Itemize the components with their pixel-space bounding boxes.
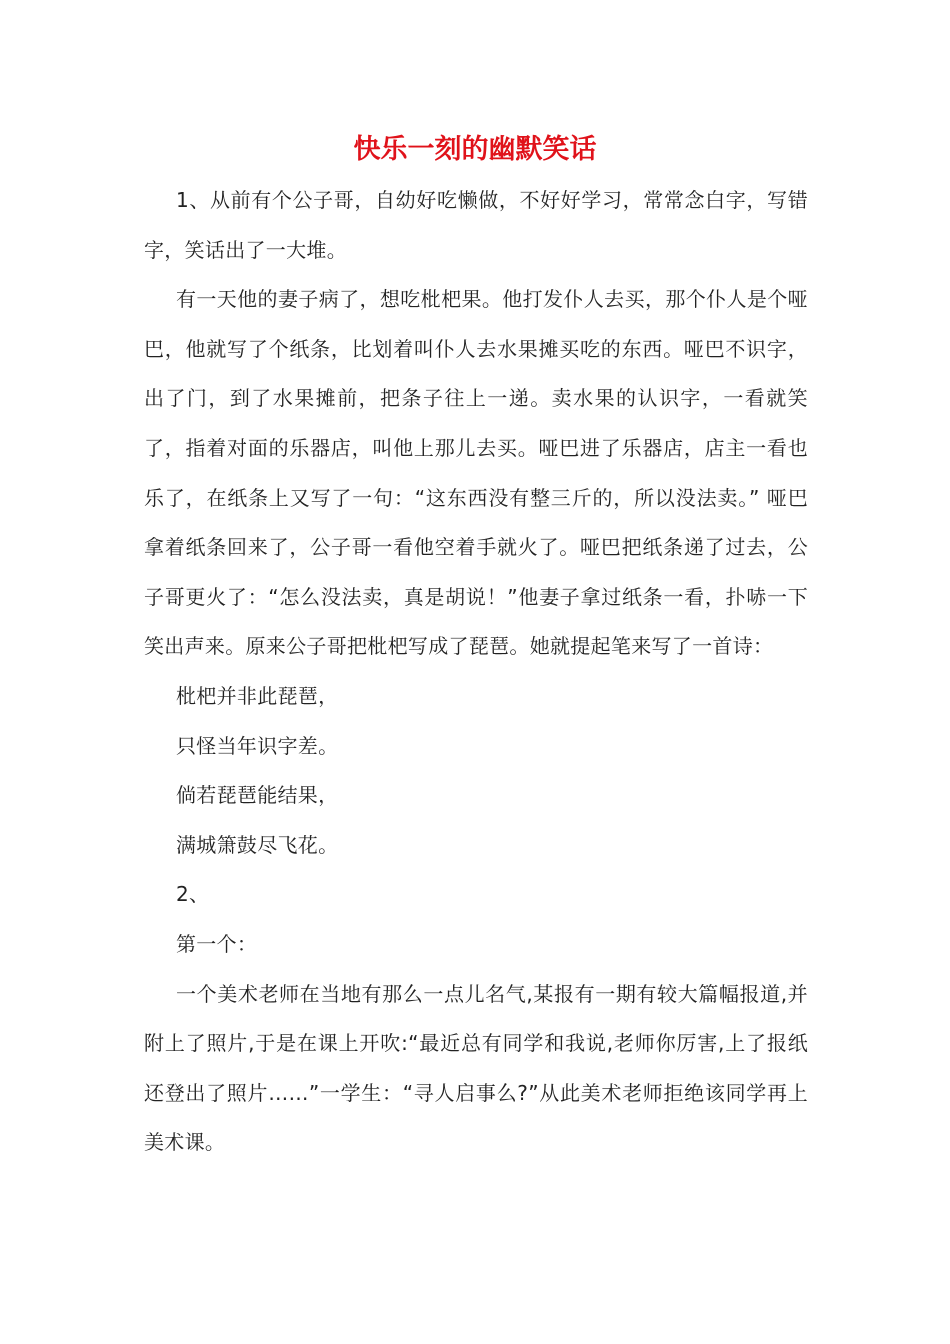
joke-2-number: 2、 — [176, 882, 210, 907]
paragraph-joke-1-story: 有一天他的妻子病了，想吃枇杷果。他打发仆人去买，那个仆人是个哑巴，他就写了个纸条，比划着叫仆人去水果摊买吃的东西。哑巴不识字，出了门，到了水果摊前，把条子往上一递。卖水果的认识字，一看就笑了，指着对面的乐器店，叫他上那儿去买。哑巴进了乐器店，店主一看也乐了，在纸条上又写了一句：“这东西没有整三斤的，所以没法卖。” 哑巴拿着纸条回来了，公子哥一看他空着手就火了。哑巴把纸条递了过去，公子哥更火了：“怎么没法卖，真是胡说！”他妻子拿过纸条一看，扑哧一下笑出声来。原来公子哥把枇杷写成了琵琶。她就提起笔来写了一首诗： — [144, 287, 808, 659]
paragraph-joke-2-story: 一个美术老师在当地有那么一点儿名气,某报有一期有较大篇幅报道,并附上了照片,于是在课上开吹:“最近总有同学和我说,老师你厉害,上了报纸还登出了照片……”一学生：“寻人启事么?”从此美术老师拒绝该同学再上美术课。 — [144, 981, 808, 1155]
poem-line-1: 枇杷并非此琵琶， — [176, 683, 339, 708]
poem-line-2: 只怪当年识字差。 — [176, 733, 339, 758]
document-body — [144, 176, 808, 1168]
paragraph-joke-1-intro: 1、从前有个公子哥，自幼好吃懒做，不好好学习，常常念白字，写错字，笑话出了一大堆。 — [144, 188, 808, 262]
document-title: 快乐一刻的幽默笑话 — [353, 134, 597, 165]
poem-line-4: 满城箫鼓尽飞花。 — [176, 832, 339, 857]
poem-line-3: 倘若琵琶能结果， — [176, 783, 339, 808]
joke-2-subheading: 第一个： — [176, 931, 258, 956]
